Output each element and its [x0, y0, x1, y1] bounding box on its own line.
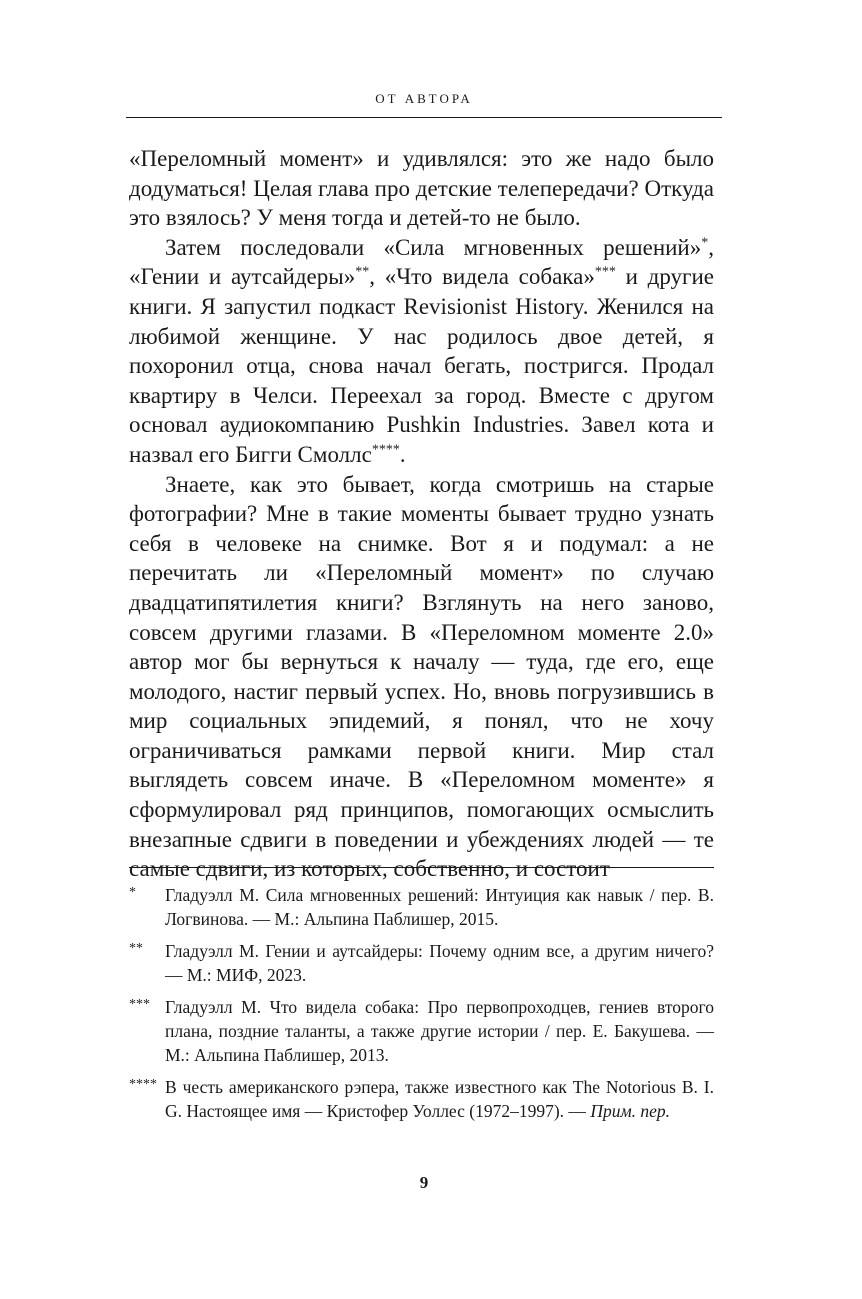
footnote-text: Гладуэлл М. Гении и аутсайдеры: Почему одним все, а другим ничего? — М.: МИФ, 2023.: [165, 941, 714, 985]
footnote-mark: *: [129, 885, 136, 900]
footnotes: [129, 883, 714, 1131]
footnote-4: [129, 1075, 714, 1123]
footnote-text-plain: В честь американского рэпера, также известного как The Notorious B. I. G. Настоящее имя — Кристофер Уоллес (1972–1997). —: [165, 1077, 714, 1121]
main-text: [129, 144, 714, 884]
paragraph-2-text-3: , «Что видела собака»: [369, 264, 595, 290]
header-divider: [126, 117, 722, 118]
footnote-ref-4[interactable]: ****: [371, 442, 400, 458]
footnote-3: [129, 995, 714, 1067]
paragraph-2-text-5: .: [399, 441, 406, 467]
footnote-mark: ****: [129, 1077, 157, 1092]
paragraph-2-text-2: , «Гении и аутсайдеры»: [129, 234, 714, 290]
footnote-ref-3[interactable]: ***: [594, 264, 616, 280]
footnote-text: [165, 1075, 714, 1123]
footnote-ref-2[interactable]: **: [355, 264, 370, 280]
paragraph-2: [129, 233, 714, 470]
footnote-mark: **: [129, 941, 143, 956]
footnote-divider: [129, 867, 714, 868]
footnote-text: Гладуэлл М. Сила мгновенных решений: Интуиция как навык / пер. В. Логвинова. — М.: Альпина Паблишер, 2015.: [165, 885, 714, 929]
paragraph-3: Знаете, как это бывает, когда смотришь на старые фотографии? Мне в такие моменты бывает трудно узнать себя в человеке на снимке. Вот я и подумал: а не перечитать ли «Переломный момент» по случаю двадцатипятилетия книги? Взглянуть на него заново, совсем другими глазами. В «Переломном моменте 2.0» автор мог бы вернуться к началу — туда, где его, еще молодого, настиг первый успех. Но, вновь погрузившись в мир социальных эпидемий, я понял, что не хочу ограничиваться рамками первой книги. Мир стал выглядеть совсем иначе. В «Переломном моменте» я сформулировал ряд принципов, помогающих осмыслить внезапные сдвиги в поведении и убеждениях людей — те самые сдвиги, из которых, собственно, и состоит: [129, 471, 714, 882]
footnote-1: [129, 883, 714, 931]
footnote-ref-1[interactable]: *: [701, 235, 709, 251]
footnote-mark: ***: [129, 997, 150, 1012]
translator-note: Прим. пер.: [590, 1101, 671, 1121]
running-head: ОТ АВТОРА: [375, 91, 473, 106]
footnote-2: [129, 939, 714, 987]
page-number: 9: [419, 1173, 429, 1192]
footnote-text: Гладуэлл М. Что видела собака: Про первопроходцев, гениев второго плана, поздние таланты, а также другие истории / пер. Е. Бакушева. — М.: Альпина Паблишер, 2013.: [165, 997, 714, 1065]
paragraph-2-text-4: и другие книги. Я запустил подкаст Revisionist History. Женился на любимой женщине. У нас родилось двое детей, я похоронил отца, снова начал бегать, постригся. Продал квартиру в Челси. Переехал за город. Вместе с другом основал аудиокомпанию Pushkin Industries. Завел кота и назвал его Бигги Смоллс: [129, 264, 714, 467]
paragraph-1: «Переломный момент» и удивлялся: это же надо было додуматься! Целая глава про детские телепередачи? Откуда это взялось? У меня тогда и детей-то не было.: [129, 146, 714, 231]
paragraph-2-text-1: Затем последовали «Сила мгновенных решений»: [165, 234, 702, 260]
